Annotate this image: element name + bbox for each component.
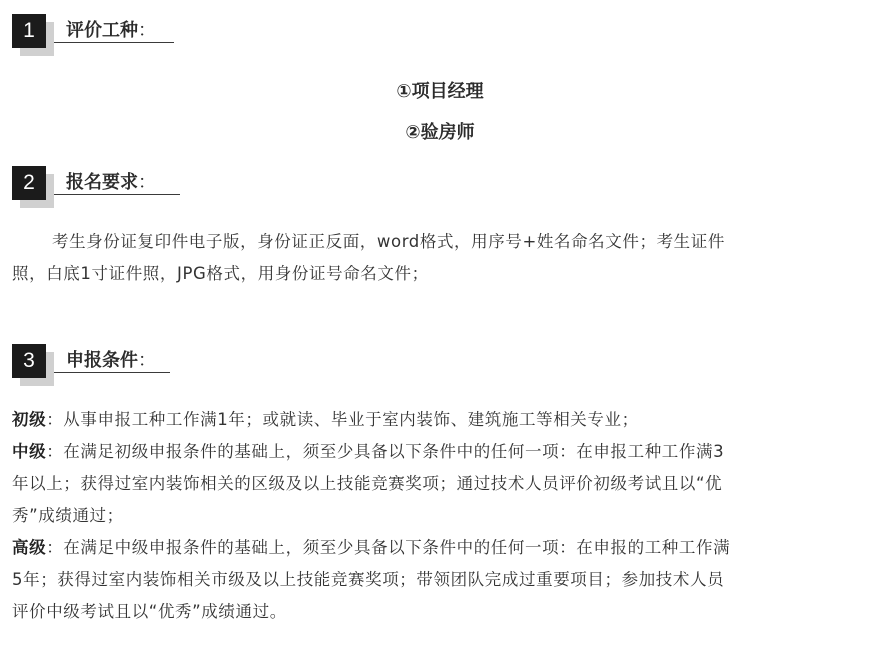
section-header-1 <box>12 14 312 54</box>
condition-text: ：在满足初级申报条件的基础上，须至少具备以下条件中的任何一项：在申报工种工作满3 <box>46 442 725 461</box>
title-underline <box>54 372 170 373</box>
condition-text: 5年；获得过室内装饰相关市级及以上技能竞赛奖项；带领团队完成过重要项目；参加技术人员 <box>12 570 725 589</box>
section-title <box>66 346 156 372</box>
section-title-colon: ： <box>138 20 156 41</box>
condition-text: ：在满足中级申报条件的基础上，须至少具备以下条件中的任何一项：在申报的工种工作满 <box>46 538 731 557</box>
condition-junior <box>12 404 862 436</box>
section-title <box>66 168 156 194</box>
requirements-line-2: 照，白底1寸证件照，JPG格式，用身份证号命名文件； <box>12 264 429 283</box>
condition-text: ：从事申报工种工作满1年；或就读、毕业于室内装饰、建筑施工等相关专业； <box>46 410 639 429</box>
section-header-3 <box>12 344 312 384</box>
condition-text: 年以上；获得过室内装饰相关的区级及以上技能竞赛奖项；通过技术人员评价初级考试且以“优 <box>12 474 723 493</box>
section-title-text: 报名要求 <box>66 172 138 193</box>
condition-intermediate <box>12 436 862 532</box>
conditions-block <box>12 404 862 628</box>
requirements-paragraph <box>12 226 862 290</box>
section-number-badge: 2 <box>12 166 46 200</box>
section-header-2 <box>12 166 312 206</box>
job-type-item: ①项目经理 <box>396 81 484 102</box>
section-title <box>66 16 156 42</box>
section-number-badge: 1 <box>12 14 46 48</box>
level-label-intermediate: 中级 <box>12 442 47 461</box>
level-label-senior: 高级 <box>12 538 47 557</box>
title-underline <box>54 42 174 43</box>
condition-text: 评价中级考试且以“优秀”成绩通过。 <box>12 602 287 621</box>
condition-senior <box>12 532 862 628</box>
section-title-text: 申报条件 <box>66 350 138 371</box>
title-underline <box>54 194 180 195</box>
section-number-badge: 3 <box>12 344 46 378</box>
section-title-colon: ： <box>138 350 156 371</box>
level-label-junior: 初级 <box>12 410 47 429</box>
condition-text: 秀”成绩通过； <box>12 506 124 525</box>
requirements-line-1: 考生身份证复印件电子版，身份证正反面，word格式，用序号+姓名命名文件；考生证件 <box>52 232 725 251</box>
job-type-item: ②验房师 <box>405 122 475 143</box>
section-title-colon: ： <box>138 172 156 193</box>
section-title-text: 评价工种 <box>66 20 138 41</box>
